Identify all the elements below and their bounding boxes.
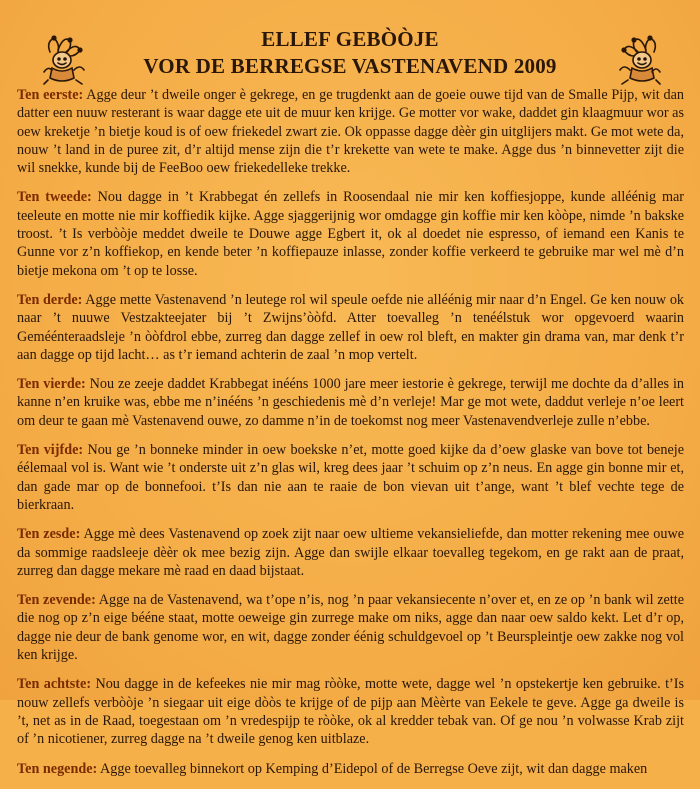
paragraph-text: Agge na de Vastenavend, wa t’ope n’is, nog ’n paar vekansiecente n’over et, en ze op ’n bank wil zette die nog op z’n eige bééne staat, motte oeweige gin zurrege make om niks, agge dan naar oew saldo kekt. Let d’r op, dagge nie deur de bank genome wor, en wit, dagge zonder éénig schuldgevoel op ’t Beurspleintje oew zakke nog vol ken krijge.	[17, 592, 684, 664]
paragraph-label: Ten negende:	[17, 760, 98, 777]
paragraph-label: Ten zesde:	[17, 526, 81, 543]
paragraph-text: Nou dagge in ’t Krabbegat én zellefs in Roosendaal nie mir ken koffiesjoppe, kunde alléénig mar teeleute en motte nie mir koffiedik kijke. Agge sjaggerijnig wor omdagge gin koffie mir ken kòòpe, nimde ’n bakske troost. ’t Is verbòòje meddet dweile te Douwe agge Egbert it, ok al doedet nie espresso, of iemand een Kanis te Gunne vor z’n koffiekop, en kende beter ’n koffiepauze inlasse, zonder koffie verkeerd te gebruike mar wel mè d’n bietje mekona om ’t op te losse.	[17, 189, 684, 279]
paragraph-label: Ten eerste:	[17, 87, 84, 103]
paragraph-text: Agge mette Vastenavend ’n leutege rol wil speule oefde nie alléénig mir naar d’n Engel. Ge ken nouw ok naar ’t nuuwe Vestzakteejater bij ’t Zwijns’òòfd. Atter toevalleg ’n tenéélstuk wor opgevoerd waarin Geméénteraadsleje ’n òòfdrol ebbe, zurreg dan dagge zellef in oew rol bleft, en makter gin drama van, mar denk t’r aan dagge op tijd lacht… as t’r iemand achterin de zaal ’n mop vertelt.	[17, 291, 685, 363]
paragraph-ten-negende	[17, 760, 684, 778]
paragraph-label: Ten vijfde:	[17, 442, 84, 459]
paragraph-ten-eerste	[17, 86, 684, 177]
paragraph-text: Agge deur ’t dweile onger è gekrege, en ge trugdenkt aan de goeie ouwe tijd van de Smalle Pijp, wit dan datter een nuuw resterant is waar dagge ete uit de muur ken krijge. Ge motter vor wake, daddet gin klaagmuur wor as oew kreketje ’n bietje koud is of oew friekedel zwart zie. Ok oppasse dagge dèèr gin uitglijers makt. Ge mot wete da, nouw ’t land in de puree zit, d’r altijd mense zijn die t’r krekette van wete te make. Agge dus ’n binnevetter zijt die wil snekke, kunde bij de FeeBoo oew friekedelleke trekke.	[17, 87, 684, 177]
paragraph-ten-achtste	[17, 675, 684, 748]
paragraph-ten-derde	[17, 291, 684, 364]
paragraph-text: Agge mè dees Vastenavend op zoek zijt naar oew ultieme vekansieliefde, dan motter rekening mee ouwe da sommige raadsleeje dèèr ok mee bezig zijn. Agge dan swijle elkaar toevalleg tegekom, en ge rakt aan de praat, zurreg dan dagge mekare mè raad en daad bijstaat.	[17, 526, 684, 579]
paragraph-label: Ten tweede:	[17, 189, 92, 206]
paragraph-ten-tweede	[17, 188, 684, 279]
paragraph-ten-zevende	[17, 591, 684, 664]
paragraph-text: Nou ze zeeje daddet Krabbegat inééns 1000 jare meer iestorie è gekrege, terwijl me dochte da d’alles in kanne n’en kruike was, ebbe me n’inééns ’n geschiedenis mè d’n verleje! Mar ge mot wete, daddut verleje n’oe leert om deur te gaan mè Vastenavend ouwe, zo damme n’in de toekomst nog meer Vastenavendverleje zulle n’ebbe.	[17, 376, 684, 429]
paragraph-label: Ten achtste:	[17, 676, 92, 693]
article-body	[17, 86, 684, 789]
page-title-line2: VOR DE BERREGSE VASTENAVEND 2009	[143, 54, 557, 78]
paragraph-label: Ten zevende:	[17, 592, 96, 609]
page-title-line1: ELLEF GEBÒÒJE	[261, 27, 439, 51]
paragraph-label: Ten vierde:	[17, 376, 86, 393]
header	[0, 26, 700, 80]
paragraph-ten-vijfde	[17, 441, 684, 514]
paragraph-ten-zesde	[17, 525, 684, 580]
paragraph-label: Ten derde:	[17, 291, 83, 308]
paragraph-text: Nou dagge in de kefeekes nie mir mag ròòke, motte wete, dagge wel ’n opstekertje ken gebruike. t’Is nouw zellefs verbòòje ’n siegaar uit eige dòòs te krijge of de pijp aan Mèèrte van Eekele te geve. Agge ga dweile is ’t, net as in de Raad, toegestaan om ’n vredespijp te ròòke, ok al kredder tebak van. Of ge nou ’n volwasse Krab zijt of ’n nicotiener, zurreg dagge na ’t dweile genog ken uitblaze.	[17, 676, 684, 748]
paragraph-ten-vierde	[17, 375, 684, 430]
paragraph-text: Nou ge ’n bonneke minder in oew boekske n’et, motte goed kijke da d’oew glaske van bove tot beneje éélemaal vol is. Want wie ’t onderste uit z’n glas wil, kreg dees jaar ’t schuim op z’n neus. En agge gin bonne mir et, dan gade mar op de bonnefooi. t’Is dan nie aan te raaie de bon vievan uit t’ange, want ’t blef vechte tege de bierkraan.	[17, 442, 684, 513]
paragraph-text: Agge toevalleg binnekort op Kemping d’Eidepol of de Berregse Oeve zijt, wit dan dagge maken	[97, 760, 648, 777]
